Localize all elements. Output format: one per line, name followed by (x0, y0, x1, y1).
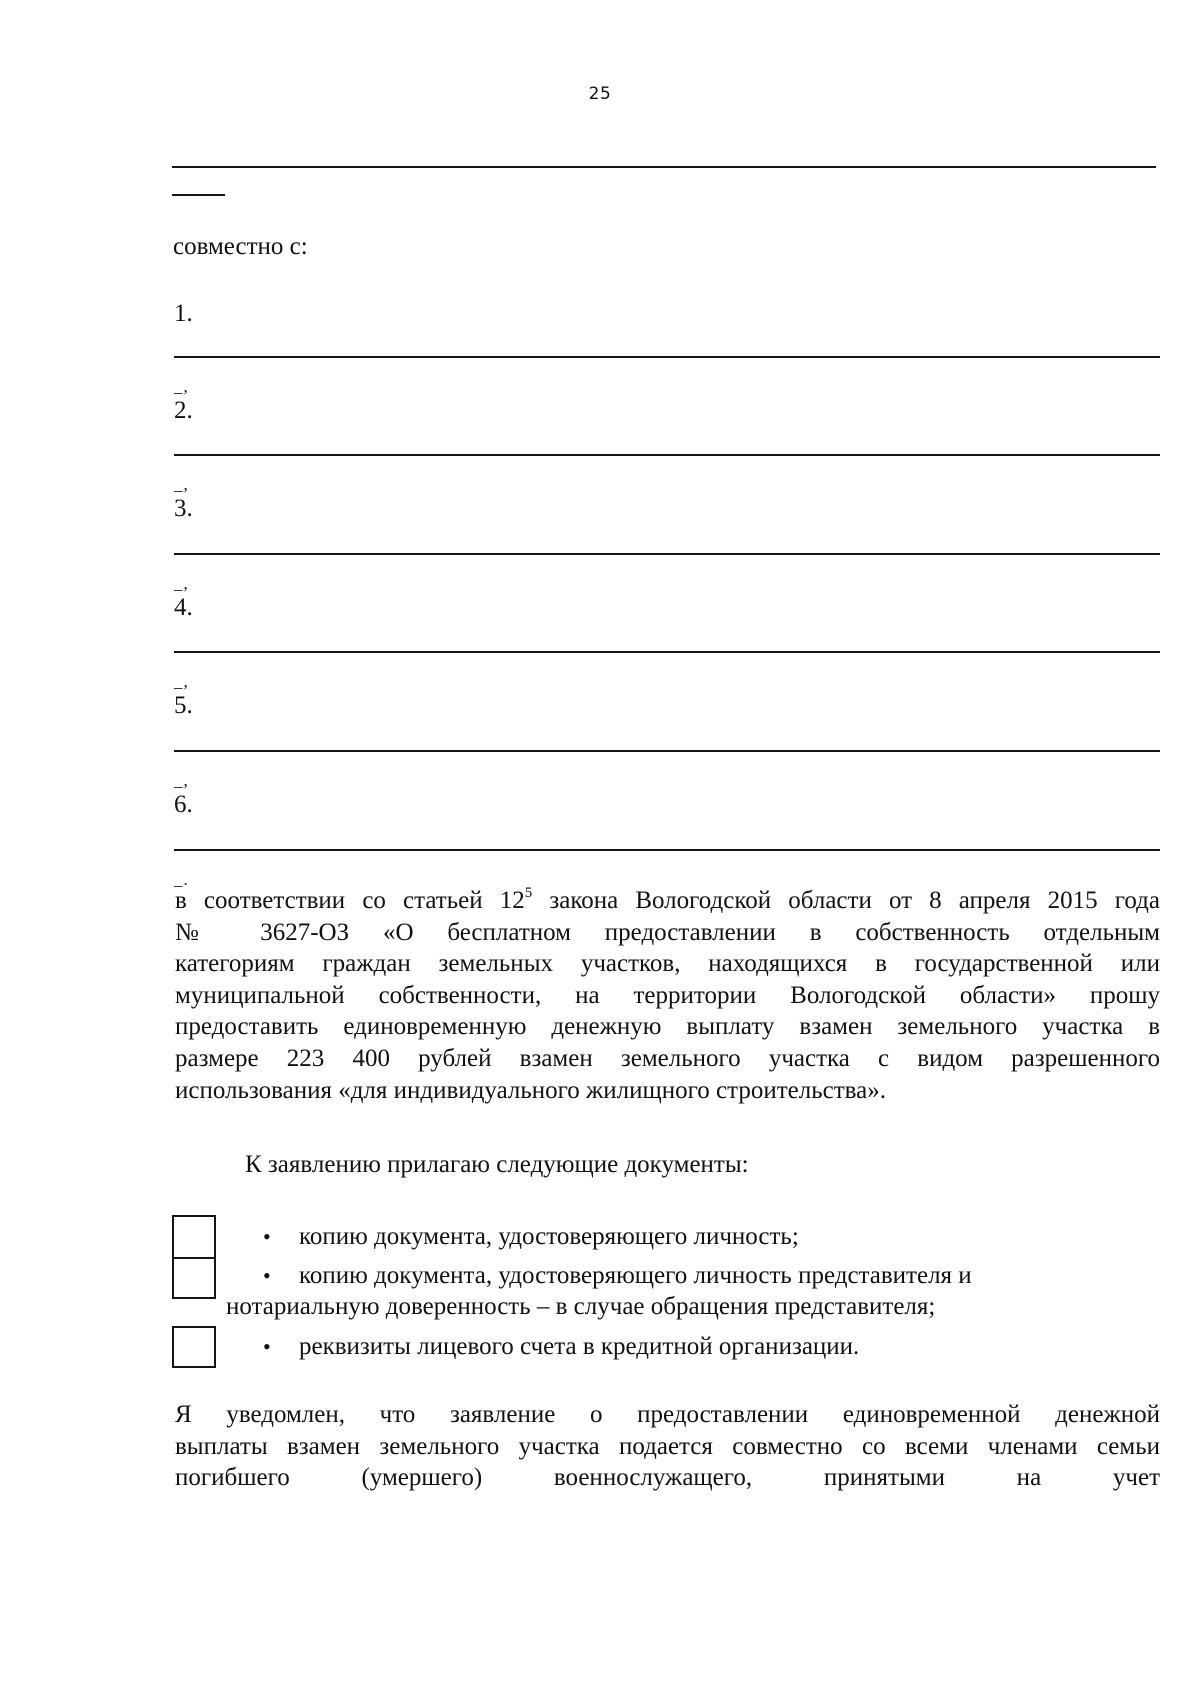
bullet-icon: • (263, 1334, 271, 1359)
co-applicant-number: 6. (174, 791, 193, 818)
attachment-item-3: реквизиты лицевого счета в кредитной организации. (299, 1333, 860, 1360)
request-line: № 3627-ОЗ «О бесплатном предоставлении в собственность отдельным (175, 918, 1160, 946)
notice-paragraph (175, 1399, 1160, 1494)
request-line: предоставить единовременную денежную выплату взамен земельного участка в (175, 1013, 1160, 1041)
bullet-icon: • (263, 1263, 271, 1288)
notice-line: выплаты взамен земельного участка подается совместно со всеми членами семьи (175, 1432, 1160, 1460)
co-applicant-end-mark: _. (174, 870, 189, 889)
applicant-blank-line-short (172, 194, 225, 196)
request-line: размере 223 400 рублей взамен земельного участка с видом разрешенного (175, 1044, 1160, 1072)
co-applicant-field[interactable] (174, 849, 1160, 851)
attachment-checkbox-3[interactable] (172, 1326, 216, 1368)
request-line: в соответствии со статьей $12^5$ закона Вологодской области от 8 апреля 2015 года (175, 884, 1160, 914)
co-applicant-end-mark: _, (174, 574, 189, 593)
co-applicant-number: 3. (174, 495, 193, 522)
co-applicant-end-mark: _, (174, 475, 189, 494)
co-applicant-end-mark: _, (174, 377, 189, 396)
request-paragraph (175, 885, 1160, 1106)
attachment-item-2-continued: нотариальную доверенность – в случае обращения представителя; (226, 1293, 936, 1320)
co-applicant-number: 4. (174, 594, 193, 621)
attachment-checkbox-2[interactable] (172, 1257, 216, 1299)
applicant-blank-line (172, 166, 1156, 168)
co-applicant-end-mark: _, (174, 771, 189, 790)
co-applicant-number: 1. (174, 300, 193, 327)
attachment-item-2: копию документа, удостоверяющего личность представителя и (299, 1262, 972, 1289)
request-line: муниципальной собственности, на территории Вологодской области» прошу (175, 981, 1160, 1009)
request-line: категориям граждан земельных участков, находящихся в государственной или (175, 950, 1160, 978)
attachment-item-1: копию документа, удостоверяющего личность; (299, 1223, 799, 1250)
jointly-label: совместно с: (173, 233, 308, 260)
co-applicant-field[interactable] (174, 356, 1160, 358)
attachments-heading: К заявлению прилагаю следующие документы: (245, 1151, 749, 1178)
attachment-checkbox-1[interactable] (172, 1215, 216, 1259)
request-line: использования «для индивидуального жилищного строительства». (175, 1076, 886, 1104)
co-applicant-end-mark: _, (174, 672, 189, 691)
page-number: 25 (588, 84, 612, 104)
notice-line: погибшего (умершего) военнослужащего, принятыми на учет (175, 1464, 1160, 1492)
co-applicant-field[interactable] (174, 454, 1160, 456)
co-applicant-number: 5. (174, 692, 193, 719)
co-applicant-field[interactable] (174, 750, 1160, 752)
co-applicant-field[interactable] (174, 553, 1160, 555)
co-applicant-number: 2. (174, 397, 193, 424)
co-applicant-field[interactable] (174, 651, 1160, 653)
bullet-icon: • (263, 1224, 271, 1249)
notice-line: Я уведомлен, что заявление о предоставлении единовременной денежной (175, 1401, 1160, 1428)
